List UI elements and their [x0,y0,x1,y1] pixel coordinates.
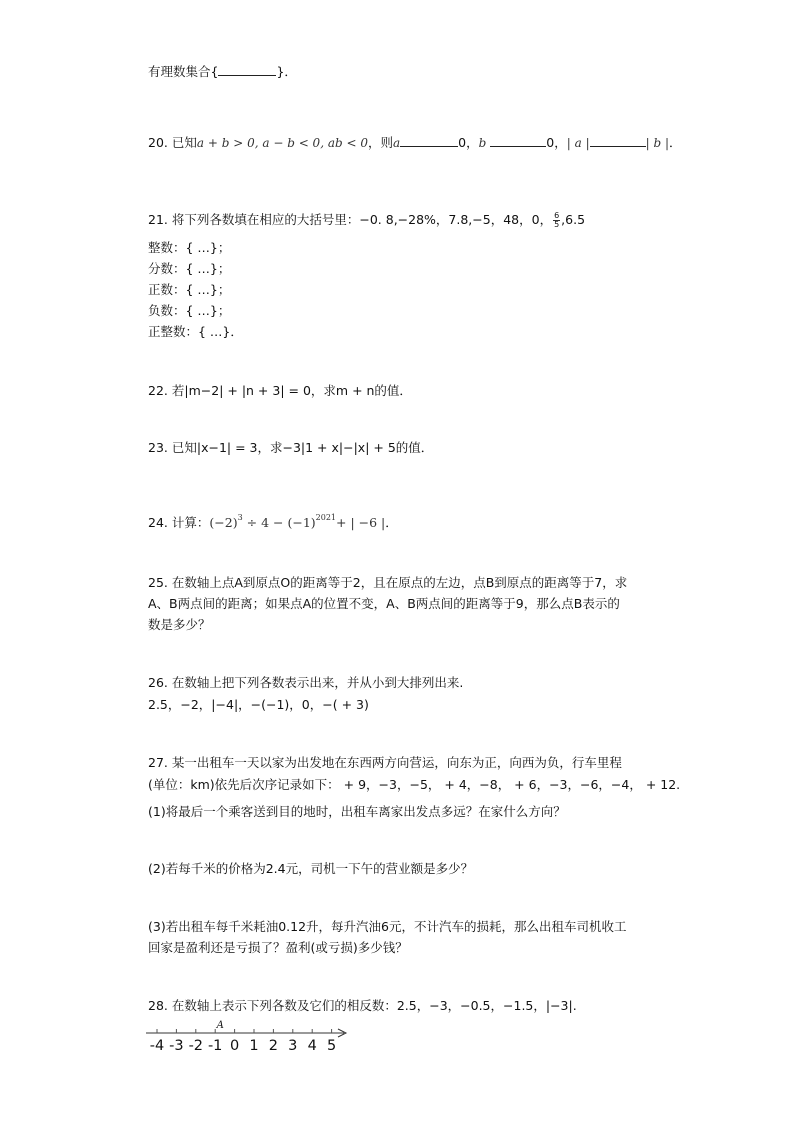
q19-blank[interactable] [218,62,276,76]
q22-text: 若|m−2| + |n + 3| = 0，求m + n的值． [171,383,412,398]
q21-category-integer: 整数：{ …}； [148,240,231,255]
q20-number: 20. [148,135,168,150]
q28-text: 28. 在数轴上表示下列各数及它们的相反数：2.5，−3，−0.5，−1.5，|−3|. [148,998,577,1013]
q24-prefix: 计算： [171,515,210,530]
q20-abs-b: | b | [645,136,670,150]
number-line-label: 2 [268,1038,279,1054]
q25-line-2: A、B两点间的距离；如果点A的位置不变，A、B两点间的距离等于9，那么点B表示的 [148,596,620,611]
q24-number: 24. [148,515,168,530]
q27-sub-2: (2)若每千米的价格为2.4元，司机一下午的营业额是多少？ [148,861,474,876]
q20-condition: a + b > 0, a − b < 0, ab < 0 [196,136,368,150]
number-line-label: 5 [326,1038,337,1054]
q23-number: 23. [148,440,168,455]
number-line-label: 3 [288,1038,298,1054]
q20-var-a: a [393,136,401,150]
number-line-label: -3 [169,1038,184,1054]
q20-blank-b[interactable] [490,133,546,147]
question-21 [148,211,585,229]
q19-label: 有理数集合{ [148,64,219,79]
q20-then: ，则 [367,135,393,150]
q22-number: 22. [148,383,168,398]
q21-category-negative: 负数：{ …}； [148,303,231,318]
q20-comma-2: ， [554,135,567,150]
number-line-label: 0 [229,1038,240,1054]
question-20 [148,133,682,152]
q21-frac-num: 6 [554,211,560,220]
q20-abs-a: | a | [566,136,590,150]
q23-text: 已知|x−1| = 3，求−3|1 + x|−|x| + 5的值． [171,440,434,455]
q24-expr-part1: (−2) [209,515,238,530]
question-22 [148,382,412,400]
q21-number: 21. [148,212,168,227]
q21-text-tail: ,6.5 [561,212,586,227]
q24-expr-part3: + | −6 | [336,515,386,530]
q24-expr-part2: ÷ 4 − (−1) [242,515,316,530]
q20-zero-1: 0 [458,135,467,150]
number-line [140,1016,360,1056]
q19-tail [148,62,297,81]
q24-exp1: 3 [237,513,243,522]
number-line-label: -4 [149,1038,165,1054]
q21-text: 将下列各数填在相应的大括号里：−0. 8,−28%，7.8,−5，48，0， [171,212,553,227]
q21-category-fraction: 分数：{ …}； [148,261,231,276]
q20-blank-a[interactable] [400,133,458,147]
q20-prefix: 已知 [171,135,197,150]
q21-category-positive: 正数：{ …}； [148,282,231,297]
q24-end: ． [385,515,398,530]
q27-sub-3-line-1: (3)若出租车每千米耗油0.12升，每升汽油6元，不计汽车的损耗，那么出租车司机收工 [148,919,627,934]
question-23 [148,439,433,457]
number-line-label: 4 [307,1038,317,1054]
q24-exp2: 2021 [315,513,337,522]
q20-comma-1: ， [466,135,479,150]
number-line-point-a-label: A [216,1020,224,1031]
q20-blank-abs[interactable] [590,133,646,147]
question-24 [148,509,398,532]
number-line-label: -1 [207,1038,223,1054]
q27-line-1: 27. 某一出租车一天以家为出发地在东西两方向营运，向东为正，向西为负，行车里程 [148,755,622,770]
q24-expression [209,515,385,530]
q20-end: ． [669,135,682,150]
q27-sub-1: (1)将最后一个乘客送到目的地时，出租车离家出发点多远？在家什么方向？ [148,804,566,819]
q21-frac-den: 5 [554,220,560,229]
q21-fraction [553,212,560,229]
q26-line-1: 26. 在数轴上把下列各数表示出来，并从小到大排列出来. [148,675,464,690]
q25-line-3: 数是多少？ [148,617,211,632]
q27-sub-3-line-2: 回家是盈利还是亏损了？盈利(或亏损)多少钱？ [148,940,408,955]
q25-line-1: 25. 在数轴上点A到原点O的距离等于2，且在原点的左边，点B到原点的距离等于7，求 [148,575,628,590]
q27-line-2: (单位：km)依先后次序记录如下： + 9，−3，−5， + 4，−8， + 6，−3，−6，−4， + 12. [148,777,681,792]
q19-close: }． [276,64,297,79]
q26-line-2: 2.5，−2，|−4|，−(−1)，0，−( + 3) [148,697,369,712]
q20-zero-2: 0 [546,135,555,150]
number-line-label: -2 [188,1038,204,1054]
q21-category-positive-integer: 正整数：{ …}． [148,324,243,339]
number-line-label: 1 [249,1038,259,1054]
q20-var-b: b [478,136,487,150]
